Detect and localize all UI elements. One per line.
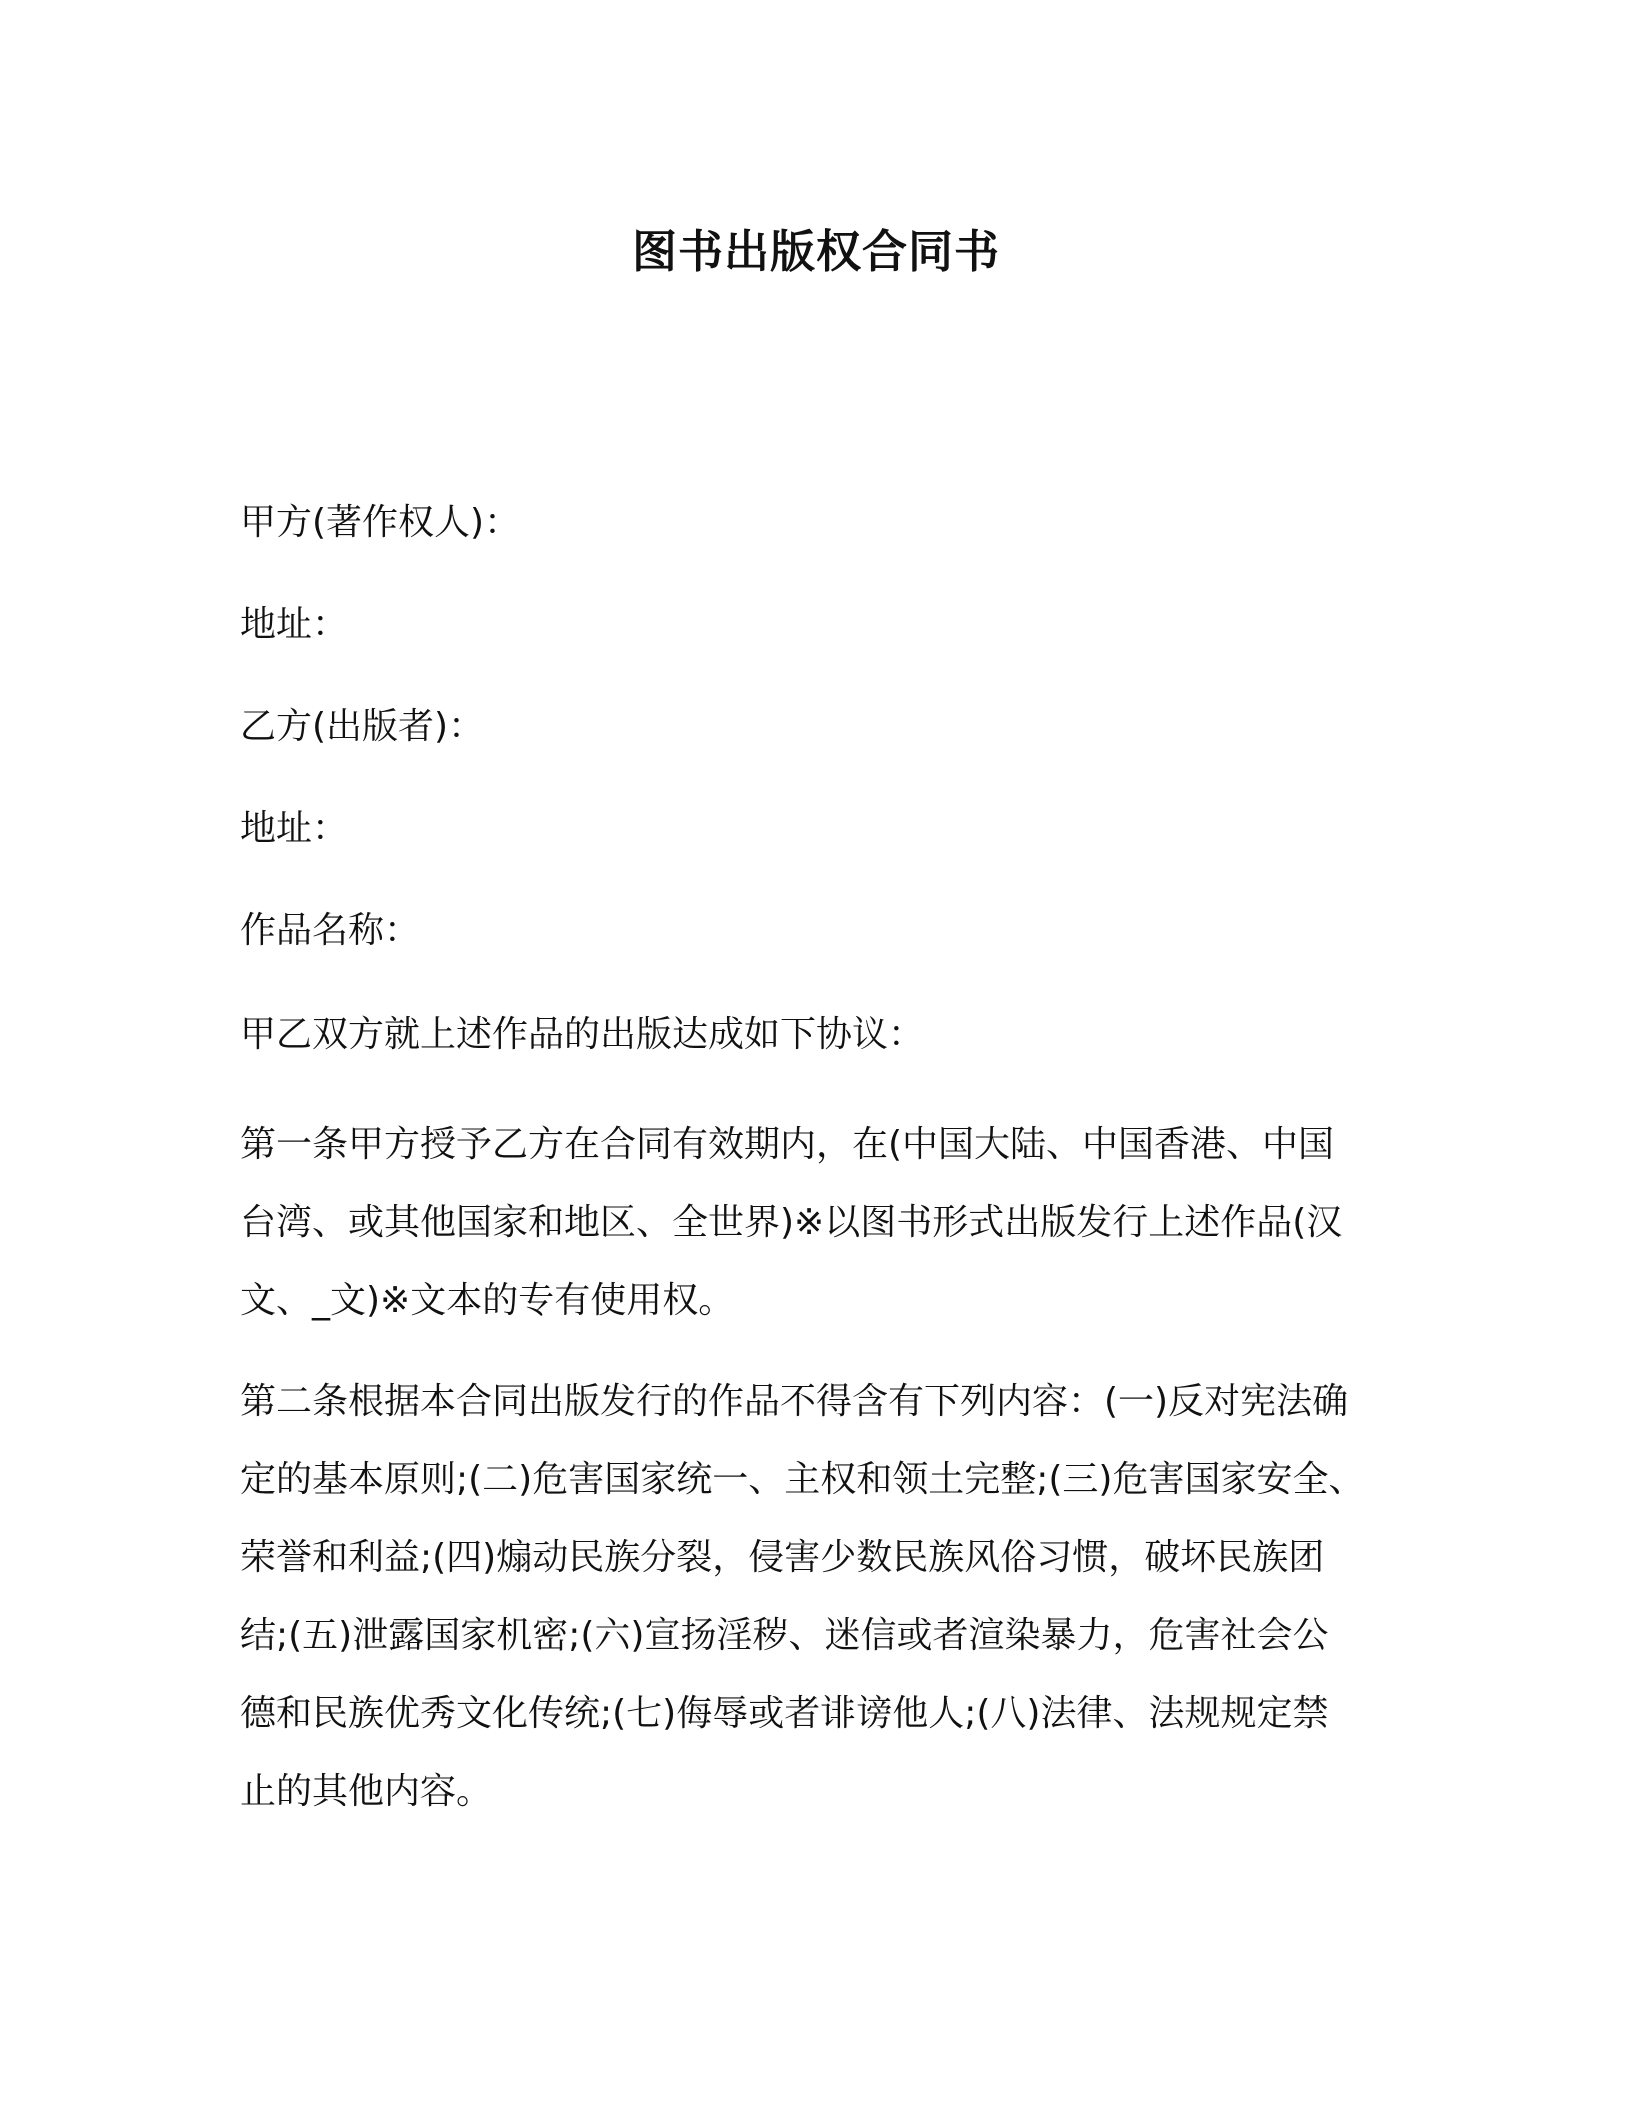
article-2-line: 荣誉和利益;(四)煽动民族分裂，侵害少数民族风俗习惯，破坏民族团 — [240, 1537, 1325, 1578]
party-a-field: 甲方(著作权人)： — [240, 502, 521, 543]
article-2-line: 第二条根据本合同出版发行的作品不得含有下列内容：(一)反对宪法确 — [240, 1381, 1349, 1422]
article-1-line: 文、_文)※文本的专有使用权。 — [240, 1280, 735, 1321]
article-2-line: 止的其他内容。 — [240, 1771, 493, 1812]
party-a-address-field: 地址： — [240, 604, 349, 645]
article-1-line: 第一条甲方授予乙方在合同有效期内，在(中国大陆、中国香港、中国 — [240, 1124, 1335, 1165]
article-2-line: 德和民族优秀文化传统;(七)侮辱或者诽谤他人;(八)法律、法规规定禁 — [240, 1693, 1329, 1734]
article-2 — [240, 1363, 1390, 1831]
article-2-line: 定的基本原则;(二)危害国家统一、主权和领土完整;(三)危害国家安全、 — [240, 1459, 1365, 1500]
agreement-intro: 甲乙双方就上述作品的出版达成如下协议： — [240, 1014, 925, 1055]
work-name-field: 作品名称： — [240, 910, 421, 951]
document-title: 图书出版权合同书 — [631, 225, 1000, 278]
party-b-field: 乙方(出版者)： — [240, 706, 485, 747]
party-b-address-field: 地址： — [240, 808, 349, 849]
article-1 — [240, 1106, 1390, 1340]
article-1-line: 台湾、或其他国家和地区、全世界)※以图书形式出版发行上述作品(汉 — [240, 1202, 1343, 1243]
article-2-line: 结;(五)泄露国家机密;(六)宣扬淫秽、迷信或者渲染暴力，危害社会公 — [240, 1615, 1329, 1656]
